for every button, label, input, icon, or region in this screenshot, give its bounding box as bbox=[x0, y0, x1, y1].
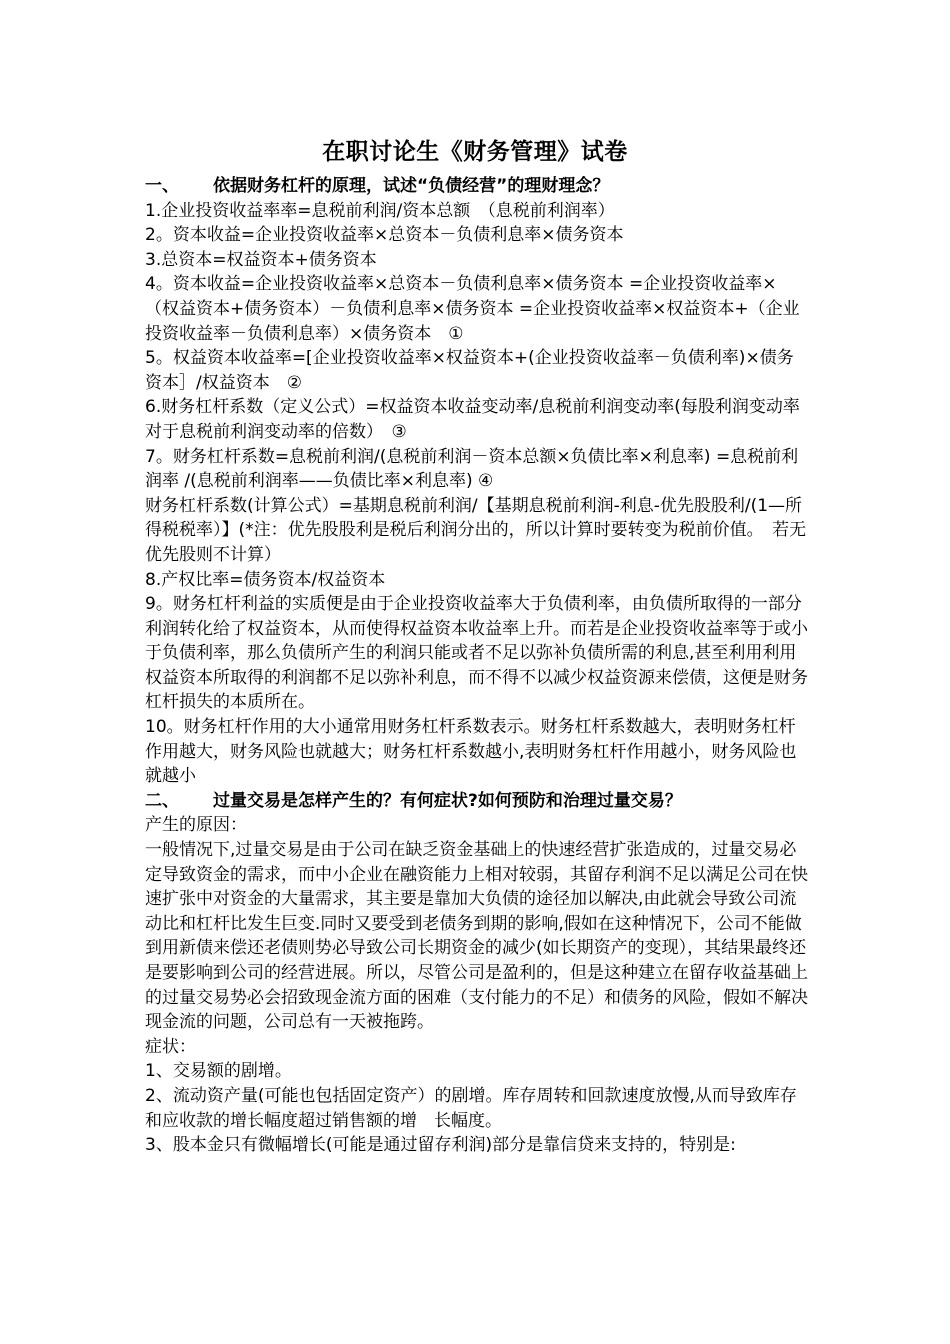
section-1-heading bbox=[145, 174, 810, 199]
paragraph: 财务杠杆系数(计算公式）=基期息税前利润/【基期息税前利润-利息-优先股股利/(1—所得税税率）】(*注：优先股股利是税后利润分出的，所以计算时要转变为税前价值。 若无优先股则不计算） bbox=[145, 495, 807, 565]
symptom-label: 症状： bbox=[145, 1036, 196, 1057]
paragraph: 7。财务杠杆系数=息税前利润/(息税前利润－资本总额×负债比率×利息率) =息税前利润率 /(息税前利润率——负债比率×利息率) ④ bbox=[145, 446, 799, 492]
paragraph: 5。权益资本收益率=[企业投资收益率×权益资本+(企业投资收益率－负债利率)×债务资本］/权益资本 ② bbox=[145, 348, 794, 393]
paragraph: 4。资本收益=企业投资收益率×总资本－负债利息率×债务资本 =企业投资收益率×（权益资本+债务资本）－负债利息率×债务资本 =企业投资收益率×权益资本+（企业投资收益率－负债利息率）×债务资本 ① bbox=[145, 274, 800, 344]
section-question: 依据财务杠杆的原理，试述“负债经营”的理财理念？ bbox=[213, 176, 610, 196]
cause-label: 产生的原因： bbox=[145, 815, 247, 836]
paragraph: 10。财务杠杆作用的大小通常用财务杠杆系数表示。财务杠杆系数越大，表明财务杠杆作用越大，财务风险也就越大；财务杠杆系数越小,表明财务杠杆作用越小，财务风险也就越小 bbox=[145, 717, 797, 787]
paragraph: 3.总资本=权益资本+债务资本 bbox=[145, 249, 377, 270]
document-body bbox=[145, 174, 810, 1158]
section-number: 一、 bbox=[145, 176, 179, 196]
paragraph: 8.产权比率=债务资本/权益资本 bbox=[145, 569, 386, 590]
paragraph: 2。资本收益=企业投资收益率×总资本－负债利息率×债务资本 bbox=[145, 225, 624, 246]
list-item: 3、股本金只有微幅增长(可能是通过留存利润)部分是靠信贷来支持的，特别是: bbox=[145, 1135, 736, 1156]
cause-text: 一般情况下,过量交易是由于公司在缺乏资金基础上的快速经营扩张造成的，过量交易必定导致资金的需求，而中小企业在融资能力上相对较弱，其留存利润不足以满足公司在快速扩张中对资金的大量需求，其主要是靠加大负债的途径加以解决,由此就会导致公司流动比和杠杆比发生巨变.同时又要受到老债务到期的影响,假如在这种情况下，公司不能做到用新债来偿还老债则势必导致公司长期资金的减少(如长期资产的变现），其结果最终还是要影响到公司的经营进展。所以，尽管公司是盈利的，但是这种建立在留存收益基础上的过量交易势必会招致现金流方面的困难（支付能力的不足）和债务的风险，假如不解决现金流的问题，公司总有一天被拖跨。 bbox=[145, 840, 808, 1033]
section-2-heading bbox=[145, 789, 810, 814]
document-title: 在职讨论生《财务管理》试卷 bbox=[322, 139, 628, 165]
section-number: 二、 bbox=[145, 790, 179, 811]
paragraph: 1.企业投资收益率率=息税前利润/资本总额 （息税前利润率） bbox=[145, 200, 615, 221]
paragraph: 6.财务杠杆系数（定义公式）=权益资本收益变动率/息税前利润变动率(每股利润变动率对于息税前利润变动率的倍数） ③ bbox=[145, 397, 800, 442]
section-question: 过量交易是怎样产生的？有何症状?如何预防和治理过量交易？ bbox=[213, 790, 682, 811]
list-item: 2、流动资产量(可能也包括固定资产）的剧增。库存周转和回款速度放慢,从而导致库存和应收款的增长幅度超过销售额的增 长幅度。 bbox=[145, 1085, 797, 1131]
paragraph: 9。财务杠杆利益的实质便是由于企业投资收益率大于负债利率，由负债所取得的一部分利润转化给了权益资本，从而使得权益资本收益率上升。而若是企业投资收益率等于或小于负债利率，那么负债所产生的利润只能或者不足以弥补负债所需的利息,甚至利用利用权益资本所取得的利润都不足以弥补利息，而不得不以减少权益资源来偿债，这便是财务杠杆损失的本质所在。 bbox=[145, 594, 808, 713]
list-item: 1、交易额的剧增。 bbox=[145, 1061, 292, 1082]
